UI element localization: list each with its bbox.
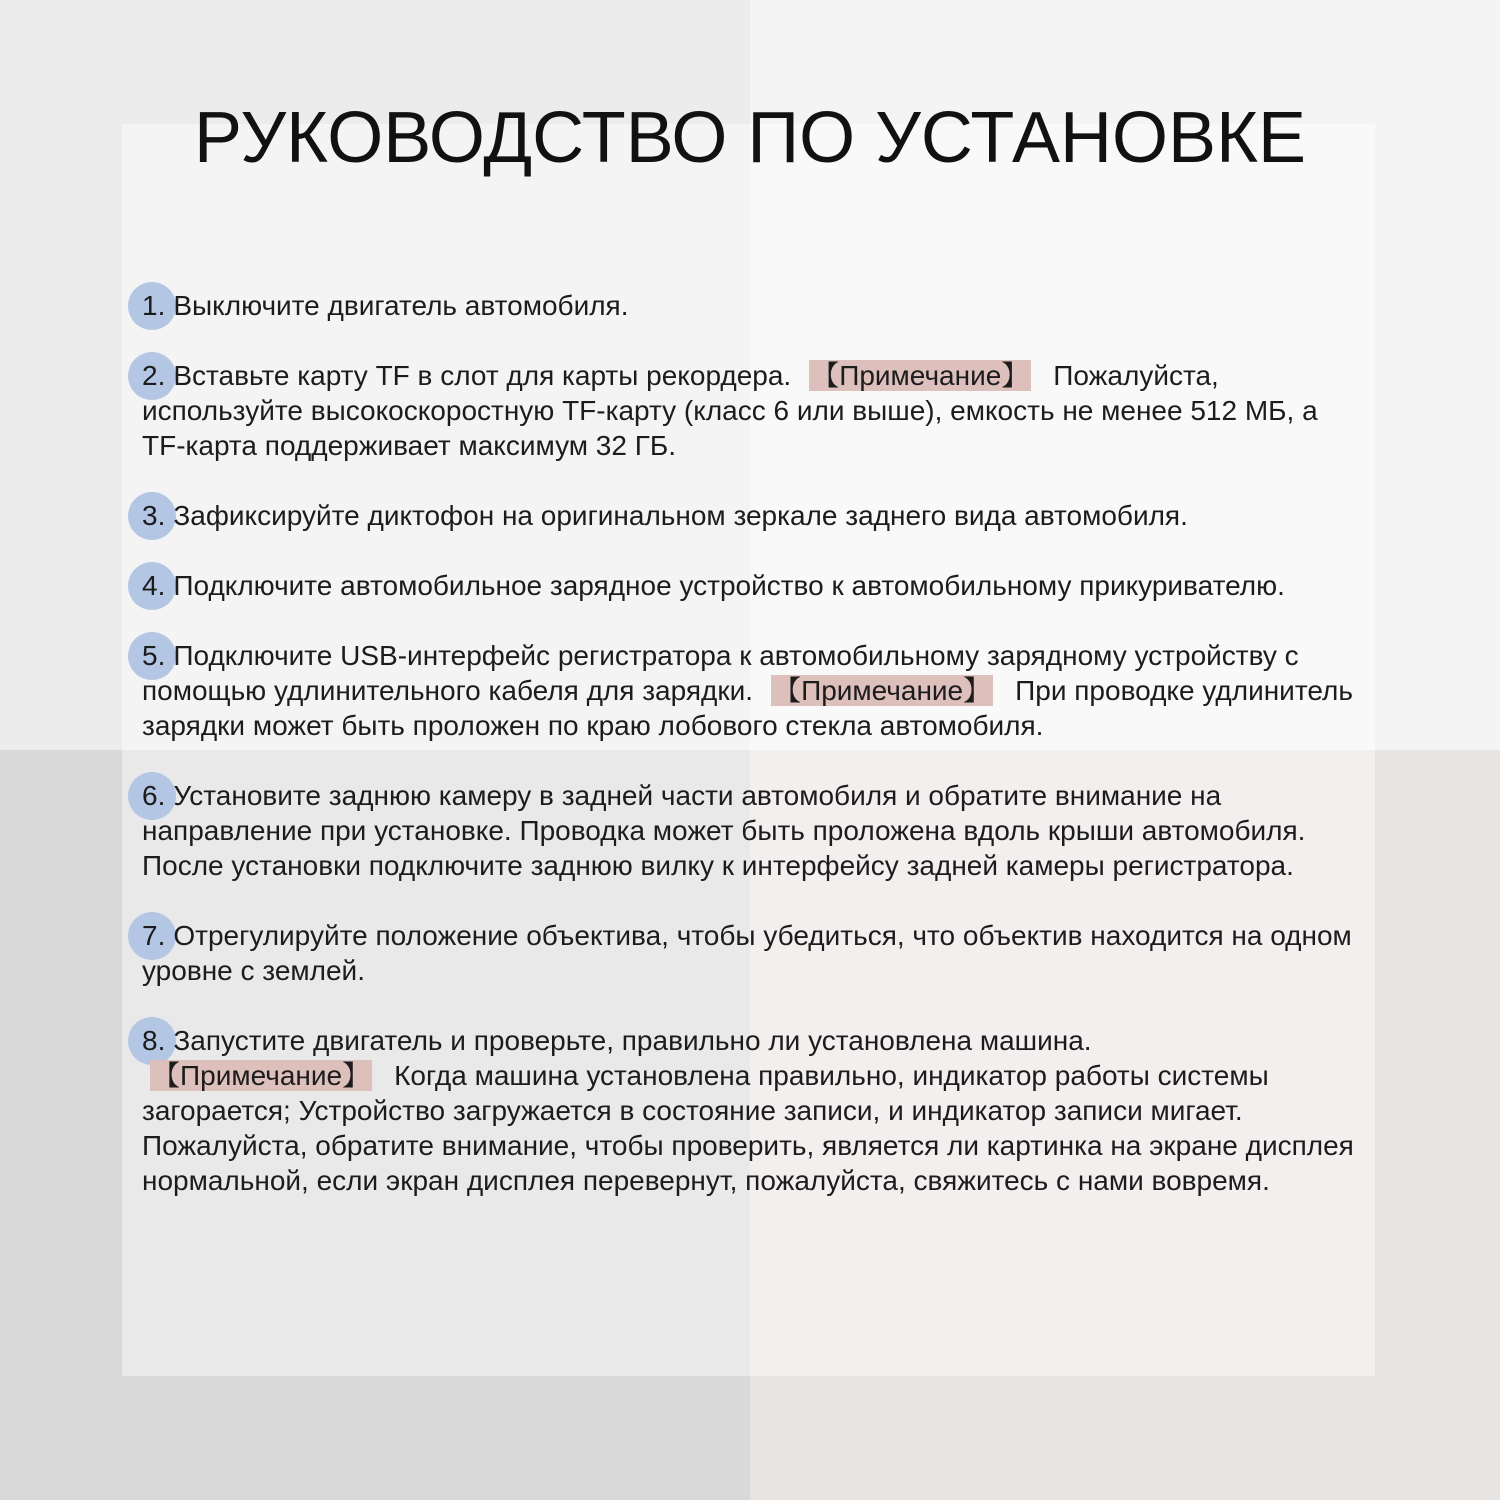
step-text: Отрегулируйте положение объектива, чтобы убедиться, что объектив находится на одном уровне с землей. [142, 920, 1352, 986]
step-1 [142, 288, 1367, 323]
step-text: Установите заднюю камеру в задней части автомобиля и обратите внимание на направление при установке. Проводка может быть проложена вдоль крыши автомобиля. После установки подключите заднюю вилку к интерфейсу задней камеры регистратора. [142, 780, 1306, 881]
step-note-text: Когда машина установлена правильно, индикатор работы системы загорается; Устройство загружается в состояние записи, и индикатор записи мигает. Пожалуйста, обратите внимание, чтобы проверить, является ли картинка на экране дисплея нормальной, если экран дисплея перевернут, пожалуйста, свяжитесь с нами вовремя. [142, 1060, 1354, 1196]
steps-list [142, 288, 1367, 1233]
step-note-text: При проводке удлинитель зарядки может быть проложен по краю лобового стекла автомобиля. [142, 675, 1353, 741]
step-8 [142, 1023, 1367, 1198]
note-label: 【Примечание】 [811, 360, 1030, 391]
step-number: 1. [142, 290, 166, 321]
step-text: Зафиксируйте диктофон на оригинальном зеркале заднего вида автомобиля. [173, 500, 1188, 531]
note-label: 【Примечание】 [152, 1060, 371, 1091]
step-number: 6. [142, 780, 166, 811]
step-6 [142, 778, 1367, 883]
step-note-text: Пожалуйста, используйте высокоскоростную TF-карту (класс 6 или выше), емкость не менее 512 МБ, а TF-карта поддерживает максимум 32 ГБ. [142, 360, 1318, 461]
step-4 [142, 568, 1367, 603]
step-3 [142, 498, 1367, 533]
step-2 [142, 358, 1367, 463]
step-number: 7. [142, 920, 166, 951]
step-text: Запустите двигатель и проверьте, правильно ли установлена машина. [173, 1025, 1092, 1056]
step-number: 3. [142, 500, 166, 531]
step-text: Подключите USB-интерфейс регистратора к автомобильному зарядному устройству с помощью удлинительного кабеля для зарядки. [142, 640, 1299, 706]
page-title: РУКОВОДСТВО ПО УСТАНОВКЕ [193, 98, 1307, 178]
step-text: Подключите автомобильное зарядное устройство к автомобильному прикуривателю. [173, 570, 1285, 601]
step-text: Выключите двигатель автомобиля. [173, 290, 629, 321]
step-text: Вставьте карту TF в слот для карты рекордера. [173, 360, 792, 391]
step-number: 5. [142, 640, 166, 671]
step-number: 4. [142, 570, 166, 601]
step-number: 8. [142, 1025, 166, 1056]
note-label: 【Примечание】 [773, 675, 992, 706]
step-number: 2. [142, 360, 166, 391]
step-7 [142, 918, 1367, 988]
step-5 [142, 638, 1367, 743]
